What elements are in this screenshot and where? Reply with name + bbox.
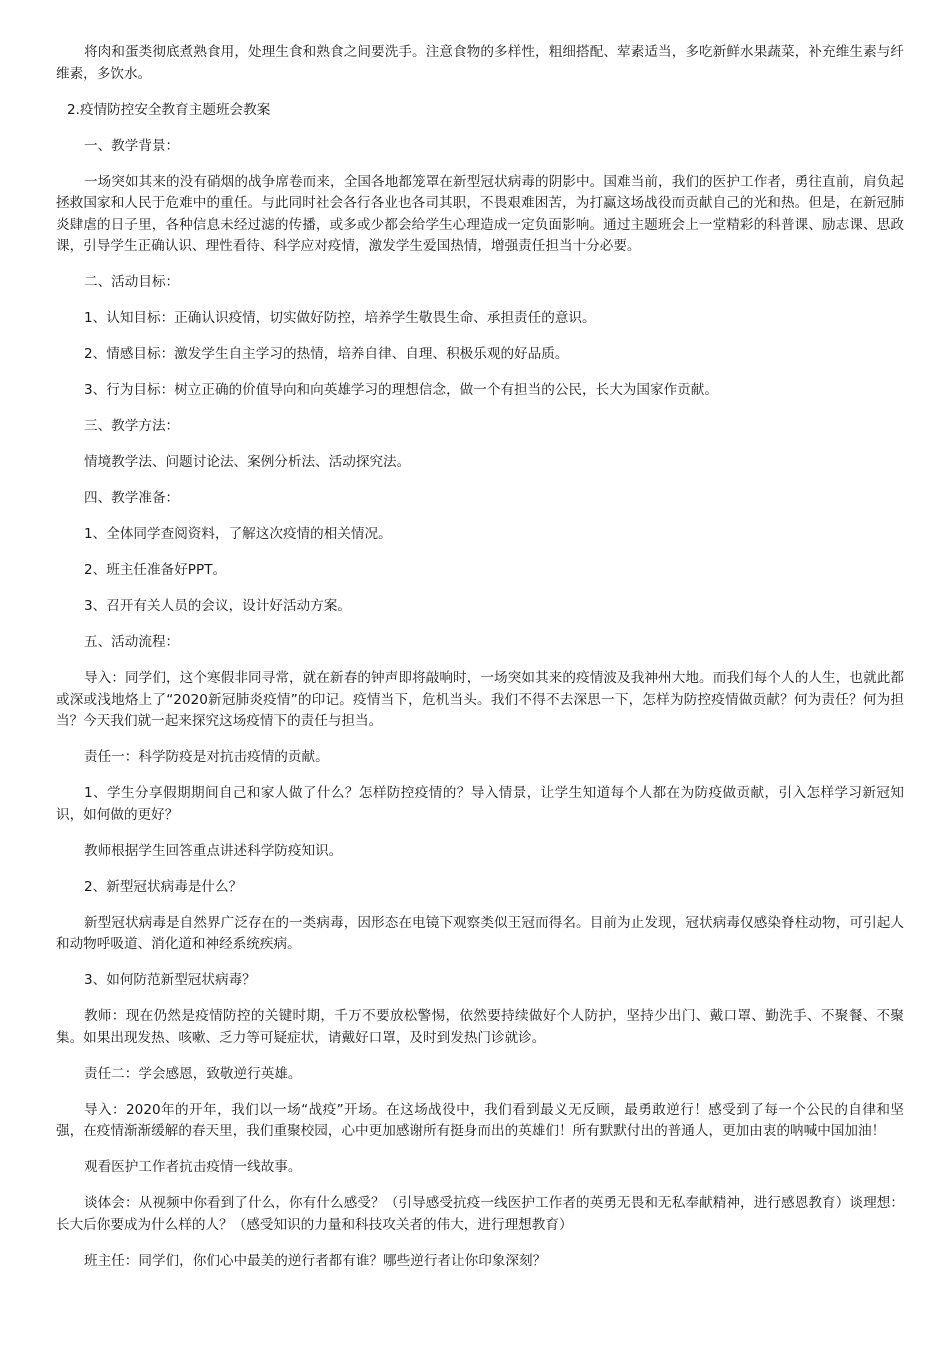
paragraph-watch-story: 观看医护工作者抗击疫情一线故事。	[84, 1159, 302, 1175]
document-body	[56, 42, 904, 1287]
goal-emotional: 2、情感目标：激发学生自主学习的热情，培养自律、自理、积极乐观的好品质。	[84, 346, 569, 362]
paragraph-teacher-explain: 教师根据学生回答重点讲述科学防疫知识。	[84, 842, 343, 859]
heading-activity-goals: 二、活动目标：	[84, 274, 180, 290]
prep-item-3: 3、召开有关人员的会议，设计好活动方案。	[84, 598, 351, 614]
paragraph-food-safety: 将肉和蛋类彻底煮熟食用，处理生食和熟食之间要洗手。注意食物的多样性，粗细搭配、荤素适当，多吃新鲜水果蔬菜，补充维生素与纤维素，多饮水。	[56, 44, 904, 82]
paragraph-share: 1、学生分享假期期间自己和家人做了什么？怎样防控疫情的？导入情景，让学生知道每个人都在为防疫做贡献，引入怎样学习新冠知识，如何做的更好？	[56, 785, 904, 823]
heading-teaching-methods: 三、教学方法：	[84, 418, 180, 434]
question-how-to-prevent: 3、如何防范新型冠状病毒？	[84, 972, 256, 988]
paragraph-methods: 情境教学法、问题讨论法、案例分析法、活动探究法。	[84, 454, 411, 470]
paragraph-intro: 导入：同学们，这个寒假非同寻常，就在新春的钟声即将敲响时，一场突如其来的疫情波及我神州大地。而我们每个人的人生，也就此都或深或浅地烙上了“2020新冠肺炎疫情”的印记。疫情当下，危机当头。我们不得不去深思一下，怎样为防控疫情做贡献？何为责任？何为担当？今天我们就一起来探究这场疫情下的责任与担当。	[56, 670, 904, 729]
paragraph-virus-definition: 新型冠状病毒是自然界广泛存在的一类病毒，因形态在电镜下观察类似王冠而得名。目前为止发现，冠状病毒仅感染脊柱动物，可引起人和动物呼吸道、消化道和神经系统疾病。	[56, 914, 904, 952]
goal-cognitive: 1、认知目标：正确认识疫情，切实做好防控，培养学生敬畏生命、承担责任的意识。	[84, 310, 596, 326]
heading-activity-flow: 五、活动流程：	[84, 634, 180, 650]
prep-item-2: 2、班主任准备好PPT。	[84, 562, 227, 578]
paragraph-prevention: 教师：现在仍然是疫情防控的关键时期，千万不要放松警惕，依然要持续做好个人防护，坚持少出门、戴口罩、勤洗手、不聚餐、不聚集。如果出现发热、咳嗽、乏力等可疑症状，请戴好口罩，及时到发热门诊就诊。	[56, 1008, 904, 1046]
paragraph-head-teacher: 班主任：同学们，你们心中最美的逆行者都有谁？哪些逆行者让你印象深刻？	[84, 1252, 547, 1269]
paragraph-background: 一场突如其来的没有硝烟的战争席卷而来，全国各地都笼罩在新型冠状病毒的阴影中。国难当前，我们的医护工作者，勇往直前，肩负起拯救国家和人民于危难中的重任。与此同时社会各行各业也各司其职，不畏艰难困苦，为打赢这场战役而贡献自己的光和热。但是，在新冠肺炎肆虐的日子里，各种信息未经过滤的传播，或多或少都会给学生心理造成一定负面影响。通过主题班会上一堂精彩的科普课、励志课、思政课，引导学生正确认识、理性看待、科学应对疫情，激发学生爱国热情，增强责任担当十分必要。	[56, 173, 904, 254]
section-title: 2.疫情防控安全教育主题班会教案	[67, 101, 271, 118]
heading-responsibility-1: 责任一：科学防疫是对抗击疫情的贡献。	[84, 749, 329, 765]
heading-preparation: 四、教学准备：	[84, 490, 180, 506]
paragraph-discussion: 谈体会：从视频中你看到了什么，你有什么感受？（引导感受抗疫一线医护工作者的英勇无畏和无私奉献精神，进行感恩教育）谈理想：长大后你要成为什么样的人？（感受知识的力量和科技攻关者的伟大，进行理想教育）	[56, 1195, 904, 1233]
question-what-is-virus: 2、新型冠状病毒是什么？	[84, 878, 243, 895]
goal-behavioral: 3、行为目标：树立正确的价值导向和向英雄学习的理想信念，做一个有担当的公民，长大为国家作贡献。	[84, 382, 718, 398]
prep-item-1: 1、全体同学查阅资料，了解这次疫情的相关情况。	[84, 526, 392, 542]
heading-responsibility-2: 责任二：学会感恩，致敬逆行英雄。	[84, 1065, 302, 1082]
heading-teaching-background: 一、教学背景：	[84, 137, 180, 154]
paragraph-intro-2020: 导入：2020年的开年，我们以一场“战疫”开场。在这场战役中，我们看到最义无反顾，最勇敢逆行！感受到了每一个公民的自律和坚强，在疫情渐渐缓解的春天里，我们重聚校园，心中更加感谢所有挺身而出的英雄们！所有默默付出的普通人，更加由衷的呐喊中国加油！	[56, 1101, 904, 1139]
